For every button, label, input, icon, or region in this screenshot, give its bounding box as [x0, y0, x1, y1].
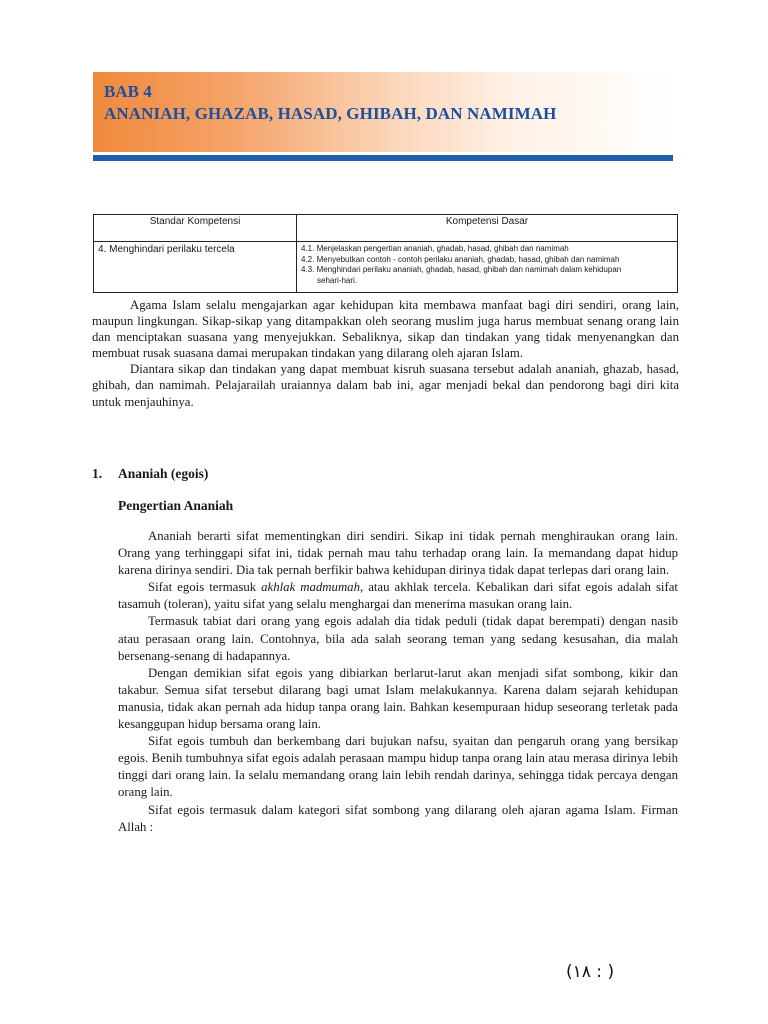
paragraph-text: Ananiah berarti sifat mementingkan diri sendiri. Sikap ini tidak pernah menghiraukan orang lain. Orang yang terhinggapi sifat ini, tidak pernah mau tahu terhadap orang lain. Ia memandang dapat hidup karena dirinya sendiri. Dia tak pernah berfikir bahwa kehidupan dirinya tidak dapat terlepas dari orang lain.: [118, 529, 678, 578]
paragraph-text: Termasuk tabiat dari orang yang egois adalah dia tidak peduli (tidak dapat berempati) dengan nasib atau perasaan orang lain. Contohnya, bila ada salah seorang teman yang sedang kesusahan, dia malah bersenang-senang di hadapannya.: [118, 614, 678, 663]
competency-table: [93, 214, 678, 293]
section-heading: Ananiah (egois): [118, 466, 209, 481]
competency-header-standard: Standar Kompetensi: [94, 215, 297, 242]
competency-header-basic: Kompetensi Dasar: [297, 215, 678, 242]
section-paragraph: [118, 665, 678, 733]
paragraph-text: Sifat egois termasuk dalam kategori sifat sombong yang dilarang oleh ajaran agama Islam. Firman Allah :: [118, 802, 678, 834]
chapter-header-rule: [93, 155, 673, 161]
subsection-heading: Pengertian Ananiah: [118, 498, 234, 513]
competency-standard-cell: 4. Menghindari perilaku tercela: [94, 242, 297, 293]
section-paragraph: [118, 528, 678, 579]
section-paragraph: [118, 733, 678, 801]
section-number: 1.: [92, 466, 103, 481]
section-body: [118, 528, 678, 836]
chapter-title: ANANIAH, GHAZAB, HASAD, GHIBAH, DAN NAMIMAH: [104, 104, 557, 123]
competency-basic-item: 4.2. Menyebutkan contoh - contoh perilaku ananiah, ghadab, hasad, ghibah dan namimah: [301, 254, 620, 264]
competency-table-row: [94, 242, 678, 293]
intro-text: [92, 297, 679, 410]
chapter-number: BAB 4: [104, 82, 152, 101]
section-paragraph: [118, 802, 678, 836]
paragraph-text: Sifat egois tumbuh dan berkembang dari bujukan nafsu, syaitan dan pengaruh orang yang bersikap egois. Benih tumbuhnya sifat egois adalah perasaan mampu hidup tanpa orang lain atau merasa dirinya lebih tinggi dari orang lain. Ia selalu memandang orang lain lebih rendah darinya, sehingga tidak percaya dengan orang lain.: [118, 734, 678, 800]
intro-paragraph: Agama Islam selalu mengajarkan agar kehidupan kita membawa manfaat bagi diri sendiri, orang lain, maupun lingkungan. Sikap-sikap yang ditampakkan oleh seorang muslim juga harus membuat senang orang lain dan menciptakan suasana yang menyejukkan. Sebaliknya, sikap dan tindakan yang tidak menyenangkan dan membuat rusak suasana damai merupakan tindakan yang dilarang oleh ajaran Islam.: [92, 298, 679, 361]
competency-table-header-row: [94, 215, 678, 242]
section-paragraph: [118, 613, 678, 664]
section-paragraph: [118, 579, 678, 613]
paragraph-text: Sifat egois termasuk: [148, 580, 262, 595]
intro-paragraph: Diantara sikap dan tindakan yang dapat membuat kisruh suasana tersebut adalah ananiah, ghazab, hasad, ghibah, dan namimah. Pelajarailah uraiannya dalam bab ini, agar menjadi bekal dan pendorong bagi diri kita untuk menjauhinya.: [92, 362, 679, 409]
emphasized-term: akhlak madmumah: [261, 580, 360, 595]
quran-reference: (١٨ : ): [566, 962, 615, 982]
paragraph-text: , atau akhlak tercela. Kebalikan dari sifat egois adalah sifat tasamuh (toleran), yaitu sifat yang selalu menghargai dan menerima masukan orang lain.: [118, 580, 678, 612]
competency-basic-item: 4.1. Menjelaskan pengertian ananiah, ghadab, hasad, ghibah dan namimah: [301, 244, 569, 253]
competency-basic-cell: [297, 242, 678, 293]
competency-basic-item-continued: sehari-hari.: [317, 275, 358, 285]
competency-basic-item: 4.3. Menghindari perilaku ananiah, ghadab, hasad, ghibah dan namimah dalam kehidupan: [301, 265, 622, 274]
paragraph-text: Dengan demikian sifat egois yang dibiarkan berlarut-larut akan menjadi sifat sombong, kikir dan takabur. Semua sifat tersebut dilarang bagi umat Islam melakukannya. Karena dalam sejarah kehidupan manusia, tidak akan pernah ada hidup tanpa orang lain. Bahkan kesempuraan hidup seseorang terletak pada kesanggupan hidup bersama orang lain.: [118, 665, 678, 732]
